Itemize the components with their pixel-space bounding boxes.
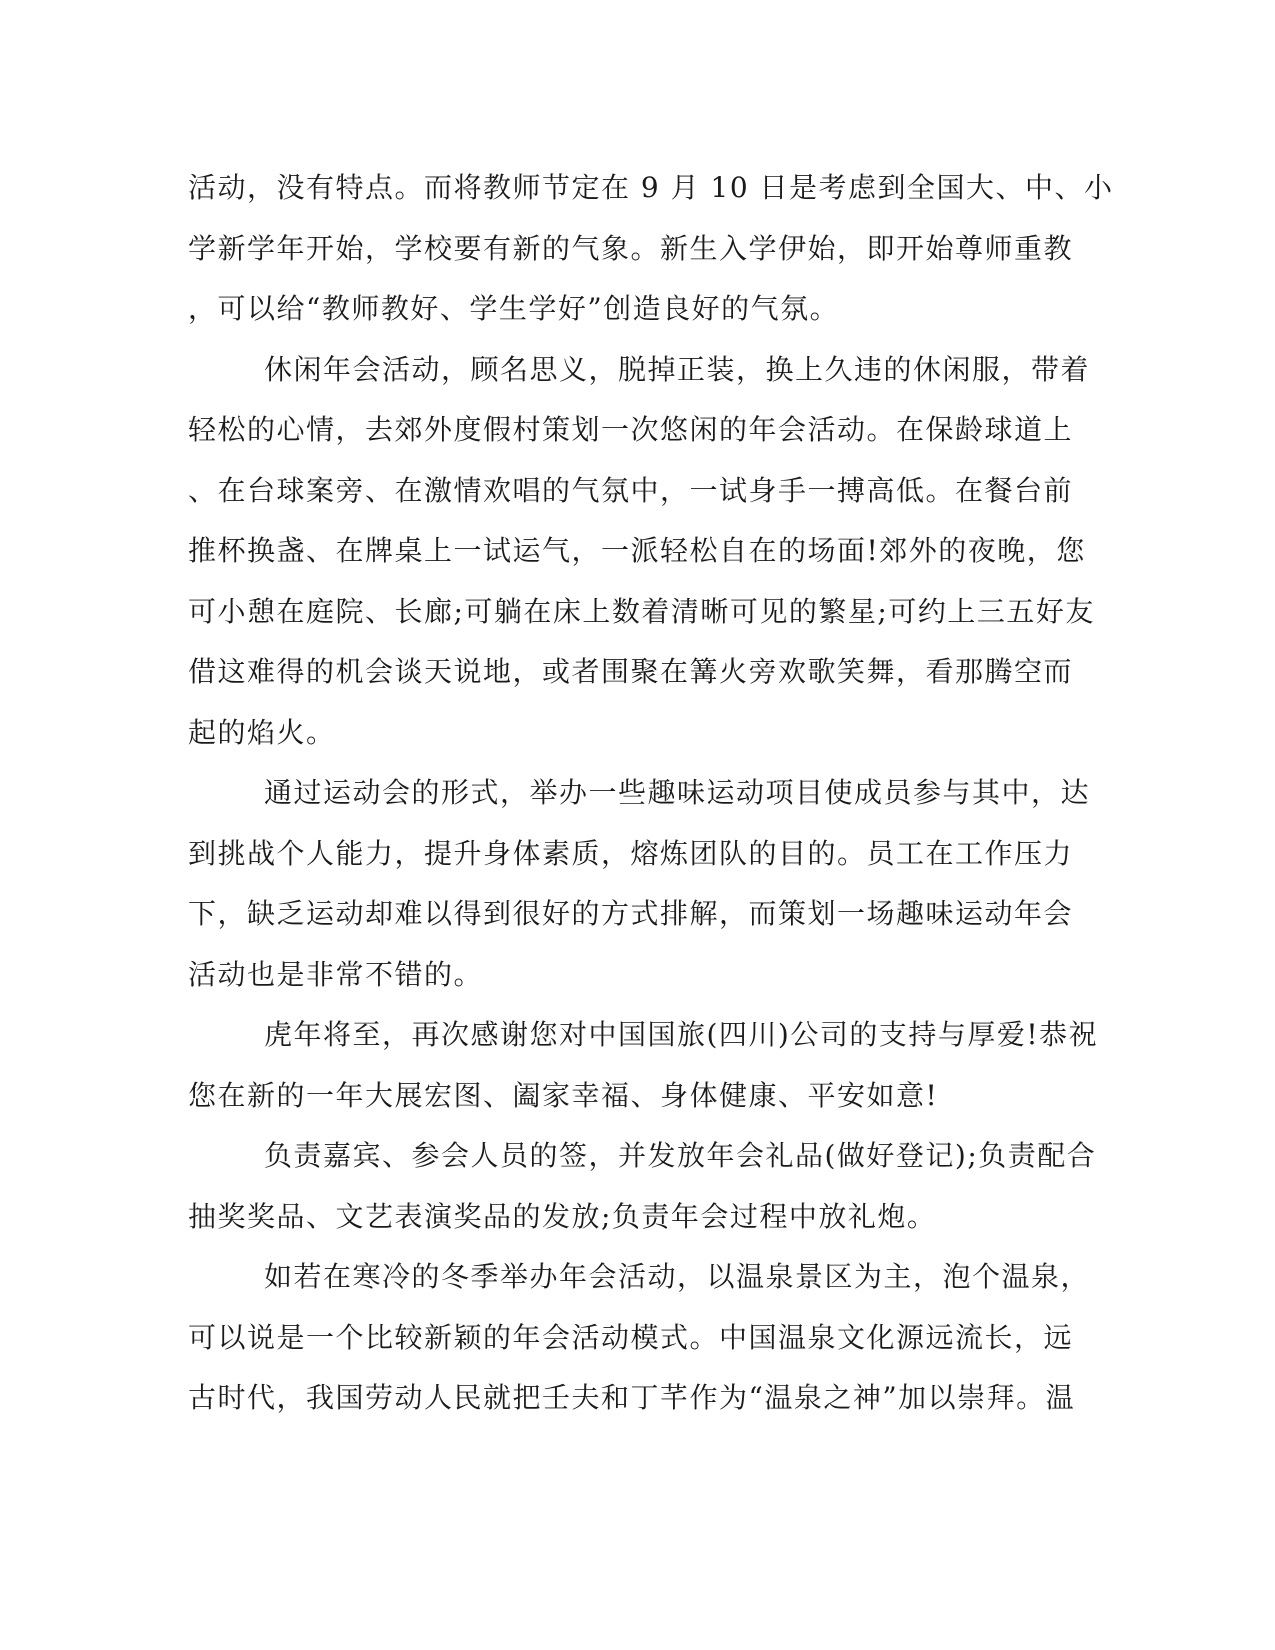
text-line: 轻松的心情，去郊外度假村策划一次悠闲的年会活动。在保龄球道上 (188, 413, 1074, 446)
text-line: 起的焰火。 (188, 715, 336, 749)
text-line: 您在新的一年大展宏图、阖家幸福、身体健康、平安如意! (188, 1078, 939, 1112)
text-line: 抽奖奖品、文艺表演奖品的发放;负责年会过程中放礼炮。 (188, 1199, 937, 1233)
text-line: 下，缺乏运动却难以得到很好的方式排解，而策划一场趣味运动年会 (188, 897, 1074, 930)
paragraph-start-line: 如若在寒冷的冬季举办年会活动，以温泉景区为主，泡个温泉， (264, 1260, 1091, 1293)
text-line: 可小憩在庭院、长廊;可躺在床上数着清晰可见的繁星;可约上三五好友 (188, 594, 1095, 628)
text-line: ，可以给“教师教好、学生学好”创造良好的气氛。 (188, 292, 840, 325)
paragraph-start-line: 负责嘉宾、参会人员的签，并发放年会礼品(做好登记);负责配合 (264, 1139, 1097, 1172)
paragraph-start-line: 虎年将至，再次感谢您对中国国旅(四川)公司的支持与厚爱!恭祝 (264, 1018, 1099, 1051)
text-line: 学新学年开始，学校要有新的气象。新生入学伊始，即开始尊师重教 (188, 231, 1074, 265)
text-line: 借这难得的机会谈天说地，或者围聚在篝火旁欢歌笑舞，看那腾空而 (188, 655, 1074, 688)
paragraph-start-line: 休闲年会活动，顾名思义，脱掉正装，换上久违的休闲服，带着 (264, 352, 1091, 386)
text-line: 活动也是非常不错的。 (188, 957, 484, 991)
text-line: 可以说是一个比较新颖的年会活动模式。中国温泉文化源远流长，远 (188, 1320, 1074, 1354)
body-text (188, 158, 1114, 1429)
text-line: 、在台球案旁、在激情欢唱的气氛中，一试身手一搏高低。在餐台前 (188, 473, 1074, 507)
paragraph-start-line: 通过运动会的形式，举办一些趣味运动项目使成员参与其中，达 (264, 776, 1091, 809)
text-line: 推杯换盏、在牌桌上一试运气，一派轻松自在的场面!郊外的夜晚，您 (188, 534, 1086, 567)
text-line: 活动，没有特点。而将教师节定在 9 月 10 日是考虑到全国大、中、小 (188, 171, 1114, 204)
text-line: 古时代，我国劳动人民就把壬夫和丁芊作为“温泉之神”加以崇拜。温 (188, 1381, 1076, 1414)
text-line: 到挑战个人能力，提升身体素质，熔炼团队的目的。员工在工作压力 (188, 836, 1074, 870)
